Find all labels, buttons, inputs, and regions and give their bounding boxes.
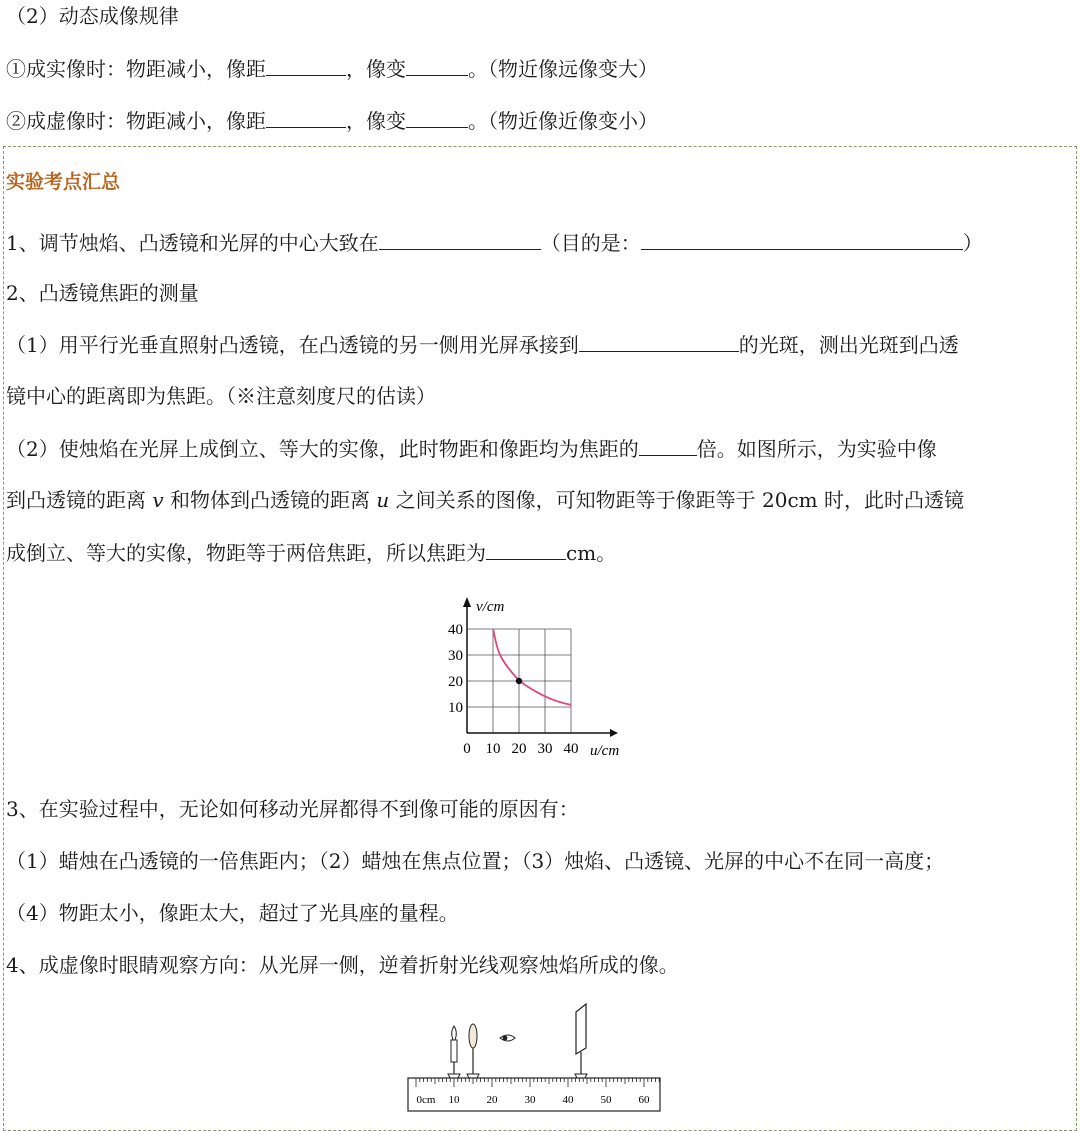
optical-bench-diagram (402, 998, 672, 1116)
item-2-2-cont: 到凸透镜的距离 v 和物体到凸透镜的距离 u 之间关系的图像，可知物距等于像距等于 20cm 时，此时凸透镜 (6, 488, 964, 512)
ruler-label: 20 (486, 1094, 498, 1106)
v-u-chart (440, 595, 640, 765)
ruler-label: 0cm (416, 1094, 436, 1106)
blank-field[interactable] (266, 107, 346, 128)
y-axis-arrow (463, 597, 471, 607)
ruler-label: 40 (562, 1094, 574, 1106)
light-screen (575, 1004, 587, 1078)
item-2-2: （2）使烛焰在光屏上成倒立、等大的实像，此时物距和像距均为焦距的 倍。如图所示，为实验中像 (6, 437, 937, 461)
convex-lens (467, 1024, 479, 1078)
virtual-image-rule: ②成虚像时：物距减小，像距 ，像变 。（物近像近像变小） (6, 109, 658, 133)
blank-field[interactable] (486, 539, 566, 560)
blank-field[interactable] (266, 55, 346, 76)
x-tick-label: 40 (563, 741, 579, 757)
item-3-b: （4）物距太小，像距太大，超过了光具座的量程。 (6, 901, 459, 925)
x-axis-label: u/cm (590, 743, 620, 759)
item-2-2-cont2: 成倒立、等大的实像，物距等于两倍焦距，所以焦距为 cm。 (6, 541, 617, 565)
y-axis-label: v/cm (476, 599, 505, 615)
x-tick-label: 20 (511, 741, 527, 757)
y-tick-label: 40 (448, 622, 463, 638)
x-tick-label: 0 (463, 741, 471, 757)
x-tick-label: 10 (485, 741, 501, 757)
item-1: 1、调节烛焰、凸透镜和光屏的中心大致在 （目的是： ） (6, 231, 983, 255)
item-2-title: 2、凸透镜焦距的测量 (6, 281, 199, 305)
ruler-label: 50 (600, 1094, 612, 1106)
ruler-label: 30 (524, 1094, 536, 1106)
blank-field[interactable] (406, 55, 468, 76)
item-3-title: 3、在实验过程中，无论如何移动光屏都得不到像可能的原因有： (6, 797, 579, 821)
ruler-label: 10 (448, 1094, 460, 1106)
candle (448, 1026, 460, 1078)
blank-field[interactable] (639, 435, 697, 456)
item-2-1-cont: 镜中心的距离即为焦距。（※注意刻度尺的估读） (6, 384, 436, 408)
item-2-1: （1）用平行光垂直照射凸透镜，在凸透镜的另一侧用光屏承接到 的光斑，测出光斑到凸透 (6, 333, 959, 357)
x-tick-label: 30 (537, 741, 553, 757)
section-title: （2）动态成像规律 (6, 4, 179, 28)
chart-point-20-20 (516, 678, 522, 684)
real-image-rule: ①成实像时：物距减小，像距 ，像变 。（物近像远像变大） (6, 57, 658, 81)
chart-curve (493, 629, 571, 705)
blank-field[interactable] (579, 331, 739, 352)
blank-field[interactable] (379, 229, 541, 250)
summary-heading: 实验考点汇总 (6, 171, 121, 193)
eye-icon (500, 1035, 515, 1041)
ruler-label: 60 (638, 1094, 650, 1106)
y-tick-label: 10 (448, 700, 463, 716)
blank-field[interactable] (641, 229, 963, 250)
x-axis-arrow (610, 729, 618, 737)
blank-field[interactable] (406, 107, 468, 128)
y-tick-label: 30 (448, 648, 463, 664)
item-4: 4、成虚像时眼睛观察方向：从光屏一侧，逆着折射光线观察烛焰所成的像。 (6, 953, 679, 977)
y-tick-label: 20 (448, 674, 463, 690)
item-3-a: （1）蜡烛在凸透镜的一倍焦距内；（2）蜡烛在焦点位置；（3）烛焰、凸透镜、光屏的中心不在同一高度； (6, 849, 945, 873)
